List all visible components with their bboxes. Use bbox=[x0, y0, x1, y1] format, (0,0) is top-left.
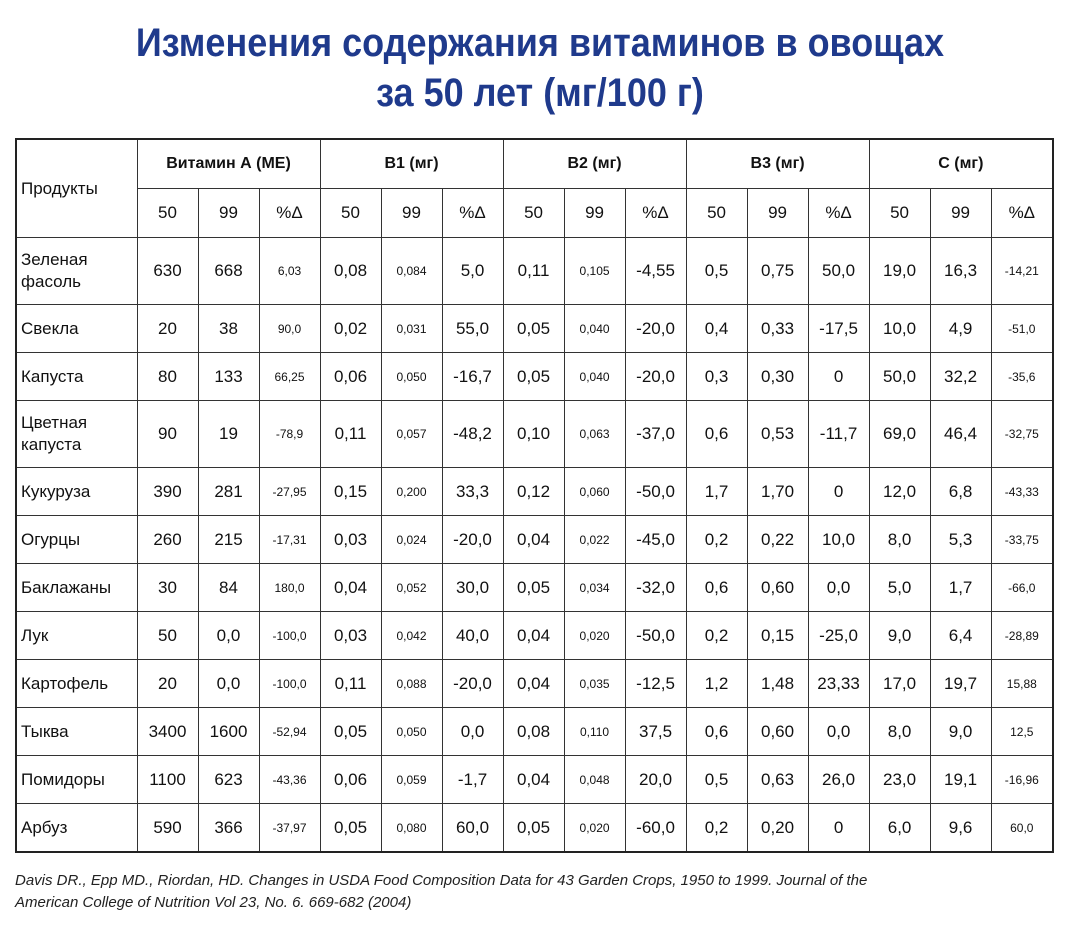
product-name: Капуста bbox=[16, 353, 137, 401]
table-row bbox=[16, 401, 1053, 468]
percent-change-cell: -50,0 bbox=[625, 612, 686, 660]
value-cell: 0,022 bbox=[564, 516, 625, 564]
value-cell: 0,05 bbox=[320, 708, 381, 756]
value-cell: 590 bbox=[137, 804, 198, 853]
percent-change-cell: -43,33 bbox=[991, 468, 1053, 516]
percent-change-cell: 15,88 bbox=[991, 660, 1053, 708]
percent-change-cell: -11,7 bbox=[808, 401, 869, 468]
percent-change-cell: -14,21 bbox=[991, 238, 1053, 305]
percent-change-cell: -100,0 bbox=[259, 660, 320, 708]
value-cell: 0,088 bbox=[381, 660, 442, 708]
value-cell: 46,4 bbox=[930, 401, 991, 468]
value-cell: 0,2 bbox=[686, 804, 747, 853]
value-cell: 50 bbox=[137, 612, 198, 660]
percent-change-cell: 0,0 bbox=[442, 708, 503, 756]
value-cell: 0,60 bbox=[747, 708, 808, 756]
table-body bbox=[16, 238, 1053, 853]
value-cell: 133 bbox=[198, 353, 259, 401]
value-cell: 0,0 bbox=[198, 660, 259, 708]
title-line-1: Изменения содержания витаминов в овощах bbox=[135, 21, 945, 65]
percent-change-cell: 5,0 bbox=[442, 238, 503, 305]
value-cell: 0,5 bbox=[686, 238, 747, 305]
value-cell: 0,105 bbox=[564, 238, 625, 305]
value-cell: 0,084 bbox=[381, 238, 442, 305]
value-cell: 38 bbox=[198, 305, 259, 353]
value-cell: 3400 bbox=[137, 708, 198, 756]
value-cell: 630 bbox=[137, 238, 198, 305]
percent-change-cell: 66,25 bbox=[259, 353, 320, 401]
value-cell: 0,0 bbox=[198, 612, 259, 660]
value-cell: 1100 bbox=[137, 756, 198, 804]
value-cell: 0,11 bbox=[320, 660, 381, 708]
sub-header: 50 bbox=[869, 189, 930, 238]
page-title bbox=[54, 18, 1026, 118]
percent-change-cell: -37,97 bbox=[259, 804, 320, 853]
value-cell: 0,06 bbox=[320, 353, 381, 401]
percent-change-cell: 0 bbox=[808, 804, 869, 853]
value-cell: 8,0 bbox=[869, 708, 930, 756]
value-cell: 0,200 bbox=[381, 468, 442, 516]
value-cell: 0,020 bbox=[564, 612, 625, 660]
value-cell: 0,15 bbox=[747, 612, 808, 660]
value-cell: 0,02 bbox=[320, 305, 381, 353]
percent-change-cell: -17,5 bbox=[808, 305, 869, 353]
value-cell: 0,05 bbox=[320, 804, 381, 853]
value-cell: 69,0 bbox=[869, 401, 930, 468]
percent-change-cell: 90,0 bbox=[259, 305, 320, 353]
value-cell: 1,7 bbox=[930, 564, 991, 612]
sub-header: 99 bbox=[747, 189, 808, 238]
value-cell: 5,3 bbox=[930, 516, 991, 564]
table-row bbox=[16, 305, 1053, 353]
value-cell: 0,63 bbox=[747, 756, 808, 804]
value-cell: 0,22 bbox=[747, 516, 808, 564]
sub-header: 50 bbox=[137, 189, 198, 238]
percent-change-cell: 0 bbox=[808, 353, 869, 401]
product-name: Картофель bbox=[16, 660, 137, 708]
table-row bbox=[16, 238, 1053, 305]
group-header: В1 (мг) bbox=[320, 139, 503, 189]
value-cell: 668 bbox=[198, 238, 259, 305]
value-cell: 1,7 bbox=[686, 468, 747, 516]
sub-header: 99 bbox=[564, 189, 625, 238]
percent-change-cell: -37,0 bbox=[625, 401, 686, 468]
percent-change-cell: -28,89 bbox=[991, 612, 1053, 660]
value-cell: 281 bbox=[198, 468, 259, 516]
value-cell: 0,05 bbox=[503, 353, 564, 401]
product-name: Зеленая фасоль bbox=[16, 238, 137, 305]
value-cell: 0,11 bbox=[503, 238, 564, 305]
value-cell: 0,05 bbox=[503, 804, 564, 853]
value-cell: 84 bbox=[198, 564, 259, 612]
sub-header: 99 bbox=[381, 189, 442, 238]
product-column-header: Продукты bbox=[16, 139, 137, 238]
percent-change-cell: 23,33 bbox=[808, 660, 869, 708]
title-line-2: за 50 лет (мг/100 г) bbox=[376, 71, 704, 115]
percent-change-cell: -32,75 bbox=[991, 401, 1053, 468]
percent-change-cell: -35,6 bbox=[991, 353, 1053, 401]
value-cell: 0,15 bbox=[320, 468, 381, 516]
percent-change-cell: -33,75 bbox=[991, 516, 1053, 564]
value-cell: 19,7 bbox=[930, 660, 991, 708]
percent-change-cell: -20,0 bbox=[442, 516, 503, 564]
value-cell: 0,4 bbox=[686, 305, 747, 353]
value-cell: 90 bbox=[137, 401, 198, 468]
value-cell: 0,20 bbox=[747, 804, 808, 853]
value-cell: 0,04 bbox=[320, 564, 381, 612]
percent-change-cell: 0,0 bbox=[808, 708, 869, 756]
percent-change-cell: -20,0 bbox=[625, 305, 686, 353]
value-cell: 80 bbox=[137, 353, 198, 401]
percent-change-cell: -20,0 bbox=[625, 353, 686, 401]
percent-change-cell: 60,0 bbox=[442, 804, 503, 853]
percent-change-cell: -52,94 bbox=[259, 708, 320, 756]
product-name: Помидоры bbox=[16, 756, 137, 804]
value-cell: 19,1 bbox=[930, 756, 991, 804]
citation bbox=[15, 870, 1065, 914]
table-row bbox=[16, 804, 1053, 853]
percent-change-cell: -17,31 bbox=[259, 516, 320, 564]
value-cell: 0,035 bbox=[564, 660, 625, 708]
value-cell: 0,08 bbox=[320, 238, 381, 305]
value-cell: 8,0 bbox=[869, 516, 930, 564]
group-header: Витамин А (МЕ) bbox=[137, 139, 320, 189]
value-cell: 260 bbox=[137, 516, 198, 564]
percent-change-cell: -27,95 bbox=[259, 468, 320, 516]
value-cell: 0,6 bbox=[686, 401, 747, 468]
value-cell: 0,031 bbox=[381, 305, 442, 353]
value-cell: 0,03 bbox=[320, 612, 381, 660]
value-cell: 16,3 bbox=[930, 238, 991, 305]
product-name: Свекла bbox=[16, 305, 137, 353]
sub-header: 50 bbox=[503, 189, 564, 238]
citation-line-1: Davis DR., Epp MD., Riordan, HD. Changes in USDA Food Composition Data for 43 Garden Crops, 1950 to 1999. Journal of the bbox=[15, 872, 868, 889]
value-cell: 0,05 bbox=[503, 305, 564, 353]
value-cell: 0,059 bbox=[381, 756, 442, 804]
value-cell: 20 bbox=[137, 660, 198, 708]
percent-change-cell: -51,0 bbox=[991, 305, 1053, 353]
value-cell: 0,12 bbox=[503, 468, 564, 516]
percent-change-cell: -4,55 bbox=[625, 238, 686, 305]
value-cell: 0,04 bbox=[503, 516, 564, 564]
value-cell: 1,48 bbox=[747, 660, 808, 708]
sub-header: %Δ bbox=[625, 189, 686, 238]
value-cell: 0,05 bbox=[503, 564, 564, 612]
value-cell: 23,0 bbox=[869, 756, 930, 804]
value-cell: 0,04 bbox=[503, 612, 564, 660]
value-cell: 0,080 bbox=[381, 804, 442, 853]
value-cell: 1,70 bbox=[747, 468, 808, 516]
value-cell: 0,048 bbox=[564, 756, 625, 804]
value-cell: 17,0 bbox=[869, 660, 930, 708]
sub-header: 99 bbox=[198, 189, 259, 238]
table-row bbox=[16, 756, 1053, 804]
value-cell: 0,30 bbox=[747, 353, 808, 401]
value-cell: 0,2 bbox=[686, 516, 747, 564]
value-cell: 9,0 bbox=[930, 708, 991, 756]
percent-change-cell: -45,0 bbox=[625, 516, 686, 564]
table-header bbox=[16, 139, 1053, 238]
value-cell: 0,024 bbox=[381, 516, 442, 564]
value-cell: 1,2 bbox=[686, 660, 747, 708]
percent-change-cell: -66,0 bbox=[991, 564, 1053, 612]
table-row bbox=[16, 612, 1053, 660]
value-cell: 0,057 bbox=[381, 401, 442, 468]
product-name: Огурцы bbox=[16, 516, 137, 564]
value-cell: 6,4 bbox=[930, 612, 991, 660]
value-cell: 0,050 bbox=[381, 708, 442, 756]
value-cell: 50,0 bbox=[869, 353, 930, 401]
percent-change-cell: 12,5 bbox=[991, 708, 1053, 756]
value-cell: 0,06 bbox=[320, 756, 381, 804]
value-cell: 0,53 bbox=[747, 401, 808, 468]
percent-change-cell: 60,0 bbox=[991, 804, 1053, 853]
value-cell: 0,10 bbox=[503, 401, 564, 468]
value-cell: 30 bbox=[137, 564, 198, 612]
value-cell: 366 bbox=[198, 804, 259, 853]
value-cell: 1600 bbox=[198, 708, 259, 756]
percent-change-cell: 10,0 bbox=[808, 516, 869, 564]
value-cell: 0,110 bbox=[564, 708, 625, 756]
vitamin-table bbox=[15, 138, 1054, 853]
sub-header: 50 bbox=[320, 189, 381, 238]
percent-change-cell: -100,0 bbox=[259, 612, 320, 660]
percent-change-cell: 30,0 bbox=[442, 564, 503, 612]
value-cell: 0,050 bbox=[381, 353, 442, 401]
value-cell: 19 bbox=[198, 401, 259, 468]
product-name: Цветная капуста bbox=[16, 401, 137, 468]
table-row bbox=[16, 564, 1053, 612]
value-cell: 0,3 bbox=[686, 353, 747, 401]
table-row bbox=[16, 516, 1053, 564]
product-name: Баклажаны bbox=[16, 564, 137, 612]
value-cell: 0,6 bbox=[686, 708, 747, 756]
value-cell: 9,0 bbox=[869, 612, 930, 660]
value-cell: 0,60 bbox=[747, 564, 808, 612]
table-row bbox=[16, 660, 1053, 708]
percent-change-cell: 26,0 bbox=[808, 756, 869, 804]
percent-change-cell: -78,9 bbox=[259, 401, 320, 468]
percent-change-cell: -32,0 bbox=[625, 564, 686, 612]
percent-change-cell: -12,5 bbox=[625, 660, 686, 708]
sub-header: 50 bbox=[686, 189, 747, 238]
value-cell: 12,0 bbox=[869, 468, 930, 516]
product-name: Арбуз bbox=[16, 804, 137, 853]
value-cell: 0,020 bbox=[564, 804, 625, 853]
percent-change-cell: -50,0 bbox=[625, 468, 686, 516]
percent-change-cell: -25,0 bbox=[808, 612, 869, 660]
value-cell: 32,2 bbox=[930, 353, 991, 401]
value-cell: 20 bbox=[137, 305, 198, 353]
value-cell: 9,6 bbox=[930, 804, 991, 853]
value-cell: 0,040 bbox=[564, 353, 625, 401]
value-cell: 623 bbox=[198, 756, 259, 804]
value-cell: 0,034 bbox=[564, 564, 625, 612]
percent-change-cell: 40,0 bbox=[442, 612, 503, 660]
table-row bbox=[16, 468, 1053, 516]
product-name: Тыква bbox=[16, 708, 137, 756]
value-cell: 5,0 bbox=[869, 564, 930, 612]
value-cell: 0,11 bbox=[320, 401, 381, 468]
percent-change-cell: -20,0 bbox=[442, 660, 503, 708]
value-cell: 0,33 bbox=[747, 305, 808, 353]
value-cell: 10,0 bbox=[869, 305, 930, 353]
value-cell: 19,0 bbox=[869, 238, 930, 305]
value-cell: 4,9 bbox=[930, 305, 991, 353]
value-cell: 0,04 bbox=[503, 756, 564, 804]
sub-header: %Δ bbox=[442, 189, 503, 238]
percent-change-cell: -60,0 bbox=[625, 804, 686, 853]
group-header: В3 (мг) bbox=[686, 139, 869, 189]
group-header: С (мг) bbox=[869, 139, 1053, 189]
value-cell: 0,75 bbox=[747, 238, 808, 305]
product-name: Лук bbox=[16, 612, 137, 660]
percent-change-cell: -48,2 bbox=[442, 401, 503, 468]
percent-change-cell: 50,0 bbox=[808, 238, 869, 305]
group-header: В2 (мг) bbox=[503, 139, 686, 189]
value-cell: 0,040 bbox=[564, 305, 625, 353]
table-row bbox=[16, 353, 1053, 401]
value-cell: 6,0 bbox=[869, 804, 930, 853]
sub-header: %Δ bbox=[808, 189, 869, 238]
table-row bbox=[16, 708, 1053, 756]
value-cell: 6,8 bbox=[930, 468, 991, 516]
value-cell: 0,2 bbox=[686, 612, 747, 660]
value-cell: 215 bbox=[198, 516, 259, 564]
value-cell: 0,04 bbox=[503, 660, 564, 708]
value-cell: 0,042 bbox=[381, 612, 442, 660]
value-cell: 0,03 bbox=[320, 516, 381, 564]
sub-header: %Δ bbox=[259, 189, 320, 238]
value-cell: 0,5 bbox=[686, 756, 747, 804]
percent-change-cell: -16,7 bbox=[442, 353, 503, 401]
value-cell: 0,052 bbox=[381, 564, 442, 612]
percent-change-cell: 37,5 bbox=[625, 708, 686, 756]
product-name: Кукуруза bbox=[16, 468, 137, 516]
percent-change-cell: -43,36 bbox=[259, 756, 320, 804]
percent-change-cell: 0 bbox=[808, 468, 869, 516]
percent-change-cell: 6,03 bbox=[259, 238, 320, 305]
percent-change-cell: -1,7 bbox=[442, 756, 503, 804]
sub-header: %Δ bbox=[991, 189, 1053, 238]
value-cell: 390 bbox=[137, 468, 198, 516]
sub-header: 99 bbox=[930, 189, 991, 238]
value-cell: 0,060 bbox=[564, 468, 625, 516]
percent-change-cell: 20,0 bbox=[625, 756, 686, 804]
value-cell: 0,6 bbox=[686, 564, 747, 612]
percent-change-cell: -16,96 bbox=[991, 756, 1053, 804]
percent-change-cell: 33,3 bbox=[442, 468, 503, 516]
citation-line-2: American College of Nutrition Vol 23, No. 6. 669-682 (2004) bbox=[15, 894, 412, 911]
value-cell: 0,063 bbox=[564, 401, 625, 468]
value-cell: 0,08 bbox=[503, 708, 564, 756]
percent-change-cell: 180,0 bbox=[259, 564, 320, 612]
percent-change-cell: 0,0 bbox=[808, 564, 869, 612]
percent-change-cell: 55,0 bbox=[442, 305, 503, 353]
